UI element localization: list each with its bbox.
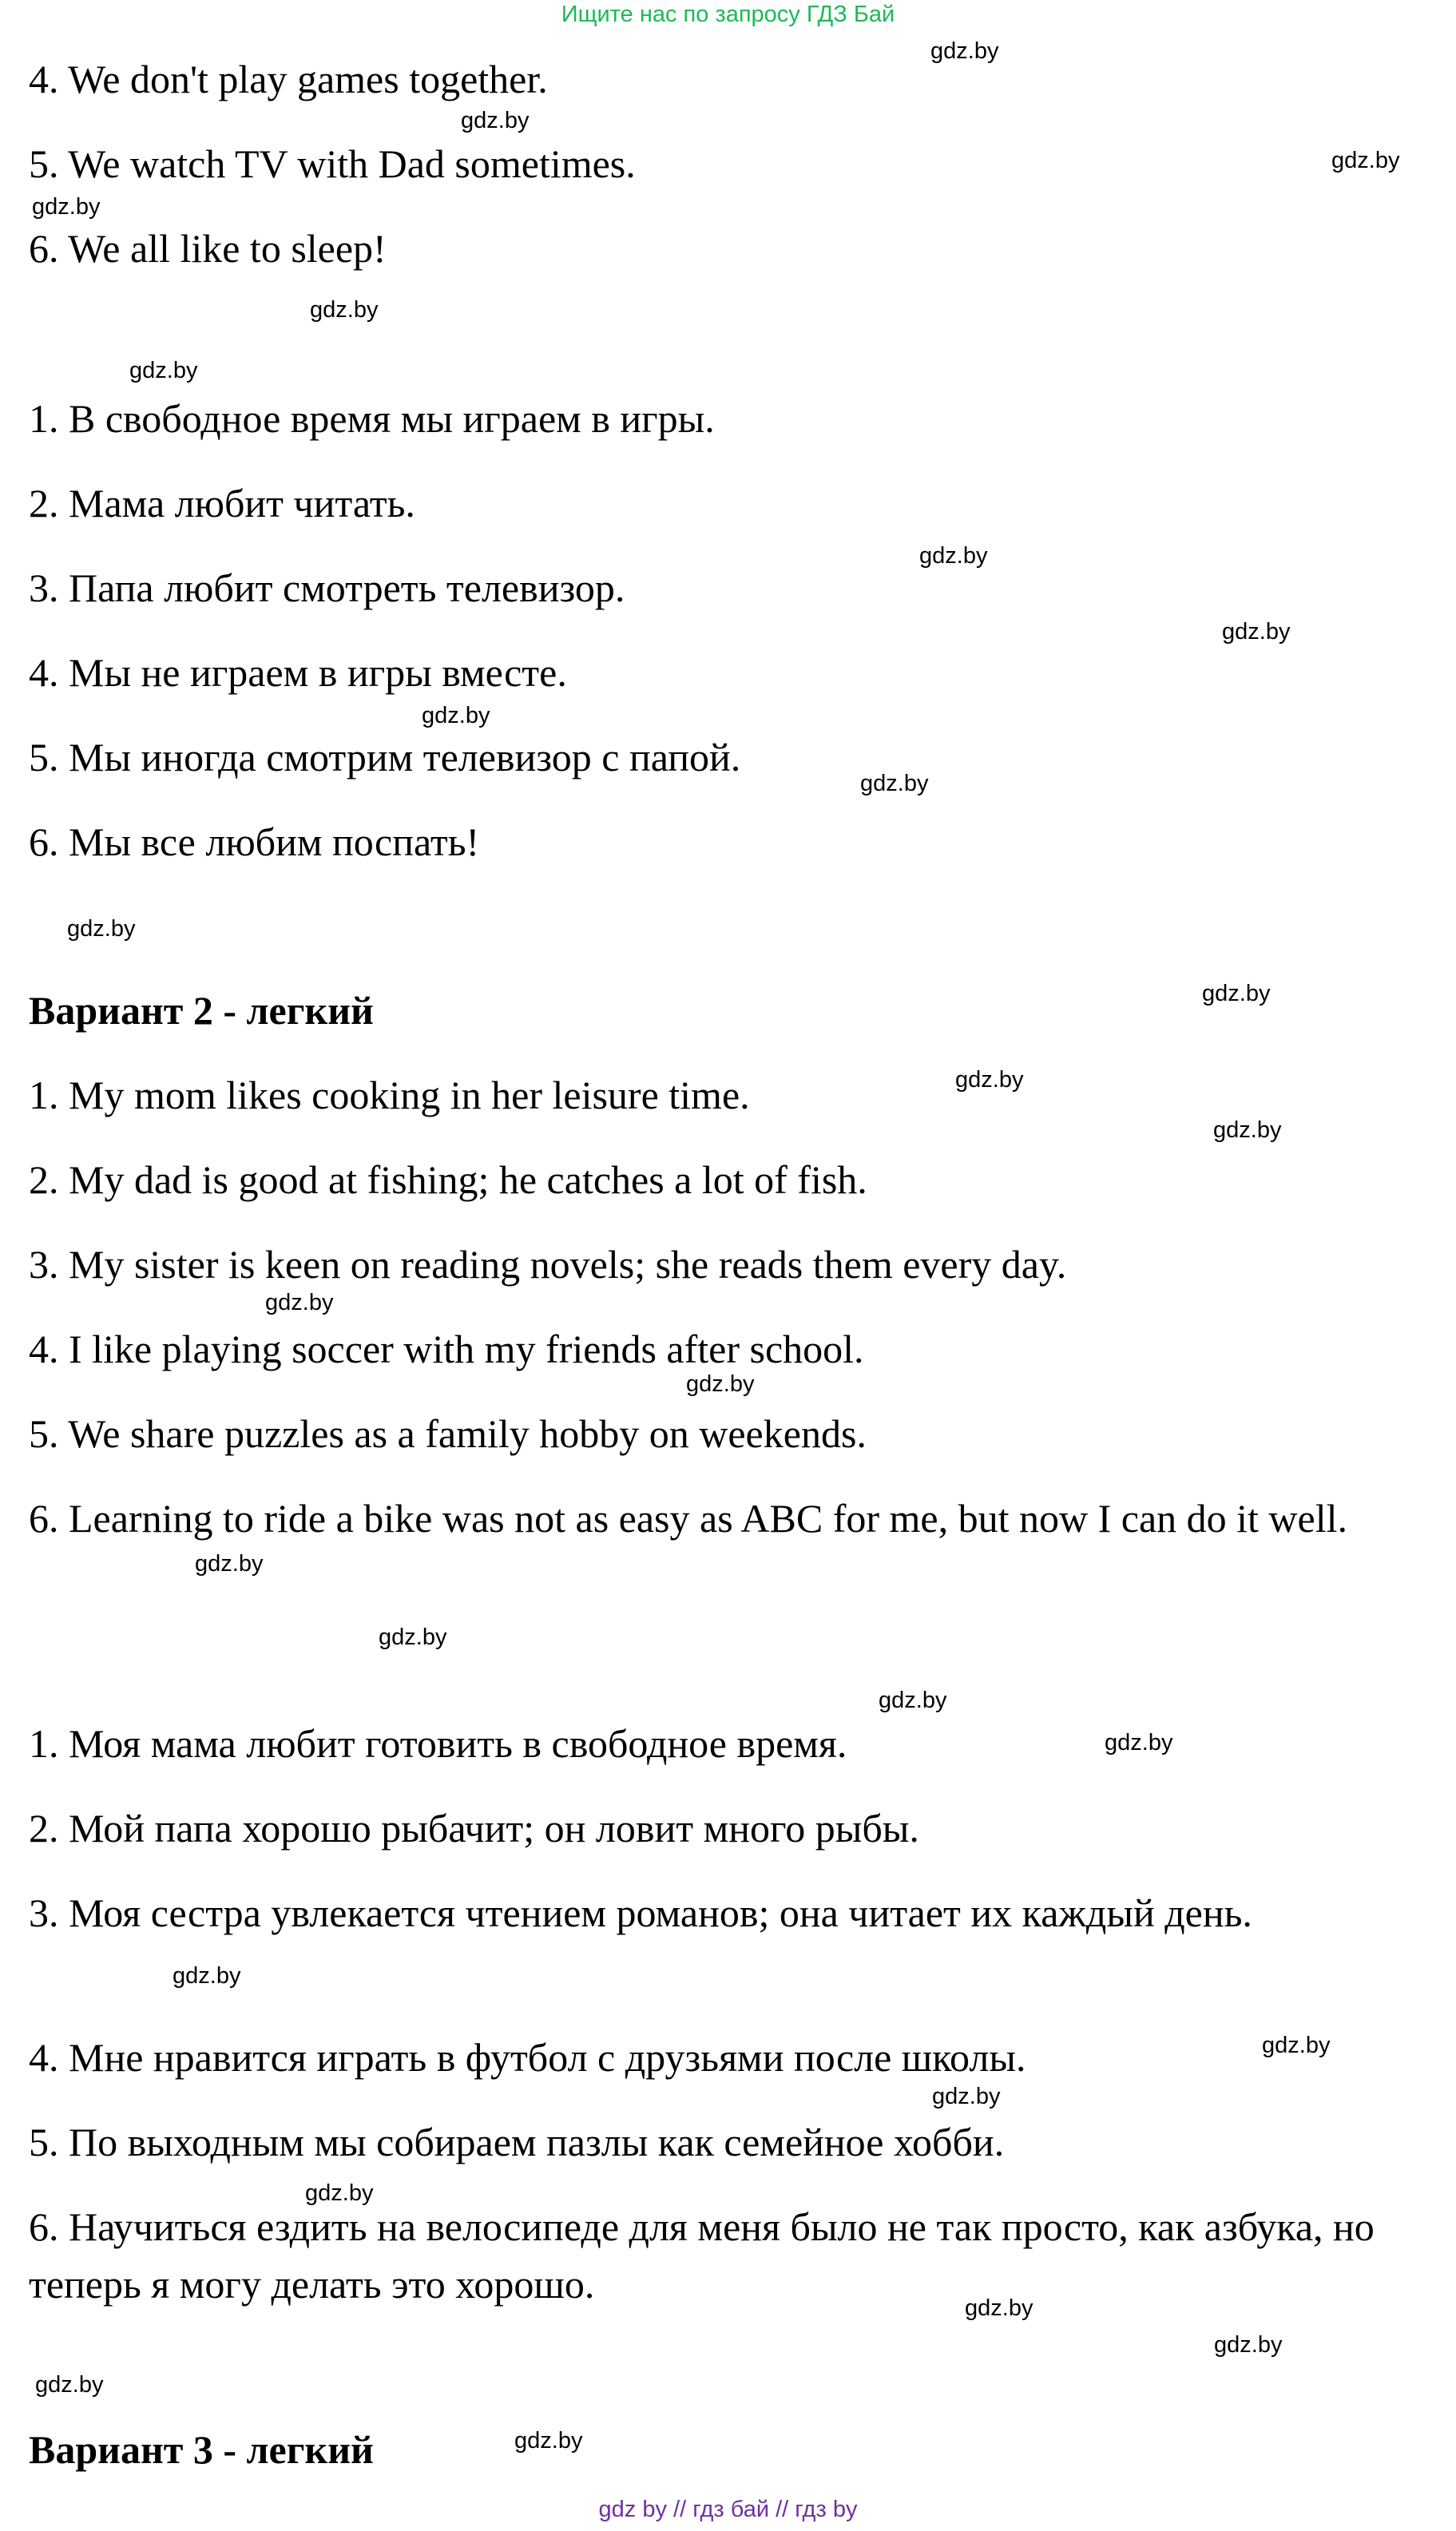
ru-line: 6. Научиться ездить на велосипеде для меня было не так просто, как азбука, но теперь я могу делать это хорошо. (29, 2204, 1375, 2307)
watermark: gdz.by (965, 2295, 1033, 2321)
en-line: 1. My mom likes cooking in her leisure time. (29, 1073, 750, 1117)
en-line: 6. We all like to sleep! (29, 226, 387, 271)
watermark: gdz.by (1214, 2332, 1283, 2358)
ru-line: 4. Мы не играем в игры вместе. (29, 650, 567, 695)
en-line: 4. We don't play games together. (29, 57, 548, 101)
watermark: gdz.by (955, 1067, 1024, 1093)
watermark: gdz.by (686, 1371, 755, 1397)
ru-line: 5. Мы иногда смотрим телевизор с папой. (29, 735, 741, 780)
watermark: gdz.by (67, 916, 136, 942)
en-line: 2. My dad is good at fishing; he catches a lot of fish. (29, 1157, 867, 1202)
en-line: 5. We share puzzles as a family hobby on weekends. (29, 1411, 867, 1456)
ru-line: 6. Мы все любим поспать! (29, 819, 480, 864)
watermark: gdz.by (1213, 1117, 1282, 1143)
en-line: 4. I like playing soccer with my friends after school. (29, 1327, 864, 1371)
ru-line: 1. Моя мама любит готовить в свободное время. (29, 1721, 847, 1766)
site-banner[interactable]: Ищите нас по запросу ГДЗ Бай (561, 2, 895, 27)
watermark: gdz.by (514, 2428, 583, 2454)
watermark: gdz.by (1262, 2033, 1331, 2058)
watermark: gdz.by (195, 1551, 264, 1577)
ru-line: 4. Мне нравится играть в футбол с друзьями после школы. (29, 2035, 1026, 2080)
watermark: gdz.by (173, 1963, 241, 1989)
site-footer[interactable]: gdz by // гдз бай // гдз by (598, 2497, 858, 2522)
watermark: gdz.by (422, 703, 490, 728)
ru-line: 3. Папа любит смотреть телевизор. (29, 565, 625, 610)
watermark: gdz.by (932, 2084, 1001, 2109)
ru-line: 3. Моя сестра увлекается чтением романов; она читает их каждый день. (29, 1890, 1252, 1935)
watermark: gdz.by (1202, 981, 1271, 1006)
watermark: gdz.by (930, 38, 999, 64)
ru-line: 1. В свободное время мы играем в игры. (29, 396, 715, 441)
watermark: gdz.by (310, 297, 379, 323)
en-line: 3. My sister is keen on reading novels; she reads them every day. (29, 1242, 1067, 1287)
en-line: 6. Learning to ride a bike was not as easy as ABC for me, but now I can do it well. (29, 1496, 1348, 1541)
watermark: gdz.by (879, 1688, 947, 1713)
watermark: gdz.by (1331, 148, 1400, 173)
watermark: gdz.by (35, 2372, 104, 2398)
watermark: gdz.by (129, 358, 198, 383)
ru-line: 5. По выходным мы собираем пазлы как семейное хобби. (29, 2120, 1005, 2164)
ru-line: 2. Мой папа хорошо рыбачит; он ловит много рыбы. (29, 1806, 919, 1851)
watermark: gdz.by (461, 108, 530, 133)
watermark: gdz.by (919, 543, 988, 569)
watermark: gdz.by (1222, 619, 1291, 645)
en-line: 5. We watch TV with Dad sometimes. (29, 141, 636, 186)
watermark: gdz.by (305, 2180, 374, 2206)
section-heading: Вариант 2 - легкий (29, 988, 374, 1033)
watermark: gdz.by (265, 1290, 334, 1315)
watermark: gdz.by (32, 194, 101, 220)
watermark: gdz.by (1105, 1730, 1173, 1755)
watermark: gdz.by (379, 1625, 447, 1650)
ru-line: 2. Мама любит читать. (29, 481, 415, 526)
section-heading: Вариант 3 - легкий (29, 2427, 374, 2472)
watermark: gdz.by (860, 771, 929, 796)
